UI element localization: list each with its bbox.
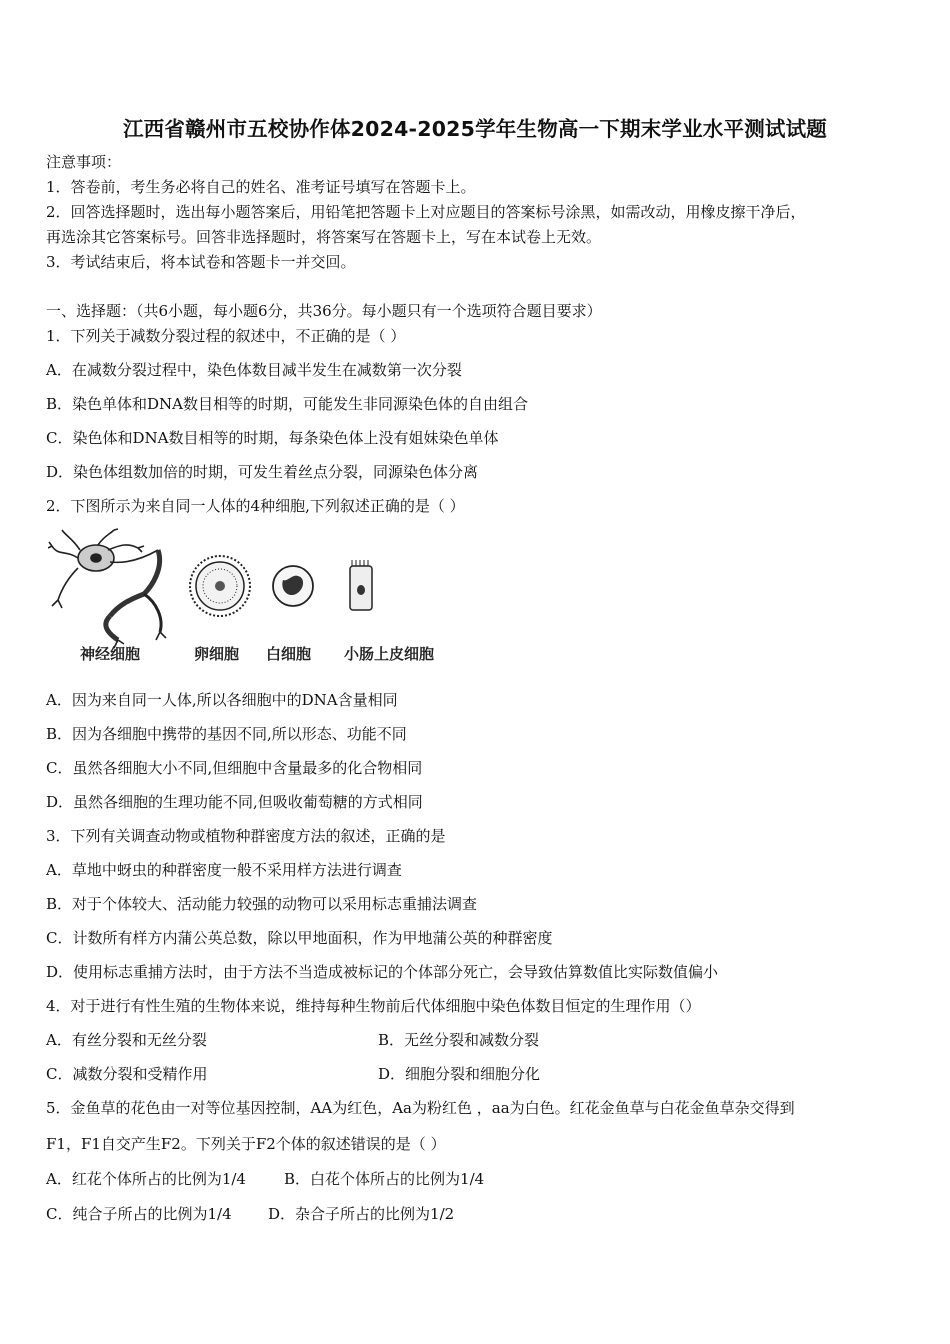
figure-label-neuron: 神经细胞 — [80, 645, 141, 663]
notice-item-2: 2．回答选择题时，选出每小题答案后，用铅笔把答题卡上对应题目的答案标号涂黑，如需改动，用橡皮擦干净后， — [46, 203, 806, 221]
question-3-stem: 3．下列有关调查动物或植物种群密度方法的叙述，正确的是 — [46, 827, 446, 845]
question-4-option-c: C．减数分裂和受精作用 — [46, 1065, 208, 1083]
notice-item-1: 1．答卷前，考生务必将自己的姓名、准考证号填写在答题卡上。 — [46, 178, 476, 196]
neuron-illustration — [48, 529, 166, 648]
question-3-option-d: D．使用标志重捕方法时，由于方法不当造成被标记的个体部分死亡，会导致估算数值比实际数值偏小 — [46, 963, 719, 981]
intestinal-epithelial-cell-illustration — [350, 560, 372, 610]
question-3-option-b: B．对于个体较大、活动能力较强的动物可以采用标志重捕法调查 — [46, 895, 478, 913]
question-3-option-a: A．草地中蚜虫的种群密度一般不采用样方法进行调查 — [46, 861, 402, 879]
question-5-option-d: D．杂合子所占的比例为1/2 — [268, 1205, 455, 1223]
question-2-option-c: C．虽然各细胞大小不同,但细胞中含量最多的化合物相同 — [46, 759, 423, 777]
question-4-option-b: B．无丝分裂和减数分裂 — [378, 1031, 540, 1049]
figure-label-egg-cell: 卵细胞 — [194, 645, 240, 663]
question-4-stem: 4．对于进行有性生殖的生物体来说，维持每种生物前后代体细胞中染色体数目恒定的生理作用（） — [46, 997, 701, 1015]
question-5-option-b: B．白花个体所占的比例为1/4 — [284, 1170, 485, 1188]
question-2-option-d: D．虽然各细胞的生理功能不同,但吸收葡萄糖的方式相同 — [46, 793, 423, 811]
question-5-stem-line-2: F1，F1自交产生F2。下列关于F2个体的叙述错误的是（ ） — [46, 1135, 446, 1153]
question-2-option-b: B．因为各细胞中携带的基因不同,所以形态、功能不同 — [46, 725, 407, 743]
figure-label-white-blood-cell: 白细胞 — [266, 645, 312, 663]
question-1-option-a: A．在减数分裂过程中，染色体数目减半发生在减数第一次分裂 — [46, 361, 462, 379]
question-2-option-a: A．因为来自同一人体,所以各细胞中的DNA含量相同 — [46, 691, 398, 709]
question-4-option-a: A．有丝分裂和无丝分裂 — [46, 1031, 207, 1049]
notice-heading: 注意事项： — [46, 153, 122, 171]
white-blood-cell-illustration — [273, 566, 313, 606]
question-1-stem: 1．下列关于减数分裂过程的叙述中，不正确的是（ ） — [46, 327, 406, 345]
question-1-option-c: C．染色体和DNA数目相等的时期，每条染色体上没有姐妹染色单体 — [46, 429, 499, 447]
section-heading: 一、选择题：（共6小题，每小题6分，共36分。每小题只有一个选项符合题目要求） — [46, 302, 602, 320]
notice-item-3: 3．考试结束后，将本试卷和答题卡一并交回。 — [46, 253, 356, 271]
egg-cell-illustration — [190, 556, 250, 616]
notice-item-2-cont: 再选涂其它答案标号。回答非选择题时，将答案写在答题卡上，写在本试卷上无效。 — [46, 228, 602, 246]
question-1-option-b: B．染色单体和DNA数目相等的时期，可能发生非同源染色体的自由组合 — [46, 395, 529, 413]
question-3-option-c: C．计数所有样方内蒲公英总数，除以甲地面积，作为甲地蒲公英的种群密度 — [46, 929, 553, 947]
figure-label-intestinal-cell: 小肠上皮细胞 — [344, 645, 435, 663]
question-5-option-c: C．纯合子所占的比例为1/4 — [46, 1205, 232, 1223]
page-title: 江西省赣州市五校协作体2024-2025学年生物高一下期末学业水平测试试题 — [122, 117, 828, 141]
question-5-stem-line-1: 5．金鱼草的花色由一对等位基因控制，AA为红色，Aa为粉红色 ，aa为白色。红花金鱼草与白花金鱼草杂交得到 — [46, 1099, 795, 1117]
question-1-option-d: D．染色体组数加倍的时期，可发生着丝点分裂，同源染色体分离 — [46, 463, 479, 481]
question-5-option-a: A．红花个体所占的比例为1/4 — [46, 1170, 246, 1188]
question-2-stem: 2．下图所示为来自同一人体的4种细胞,下列叙述正确的是（ ） — [46, 497, 465, 515]
question-4-option-d: D．细胞分裂和细胞分化 — [378, 1065, 541, 1083]
